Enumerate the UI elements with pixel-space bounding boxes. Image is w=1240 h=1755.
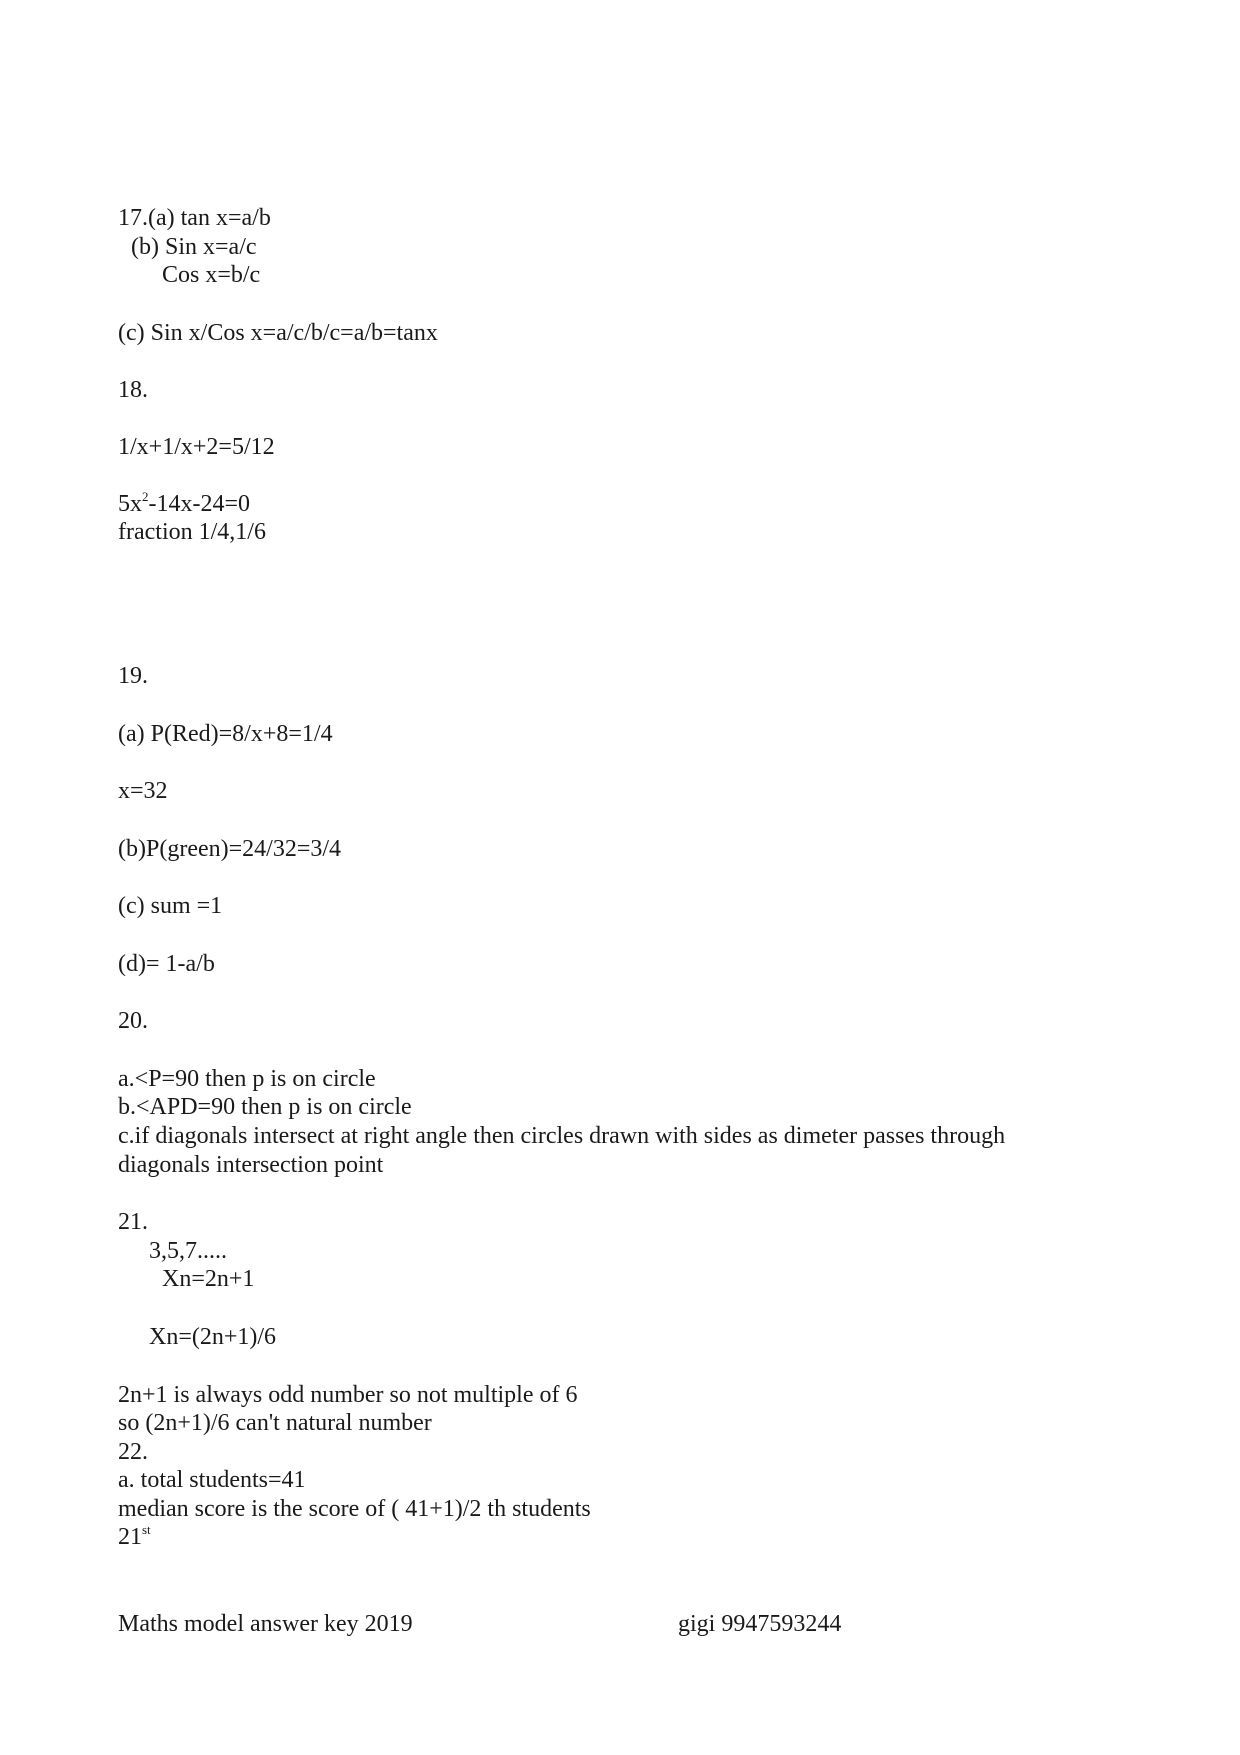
q18-fraction: fraction 1/4,1/6 [118, 519, 266, 545]
q22-rank-suffix: st [142, 1522, 151, 1537]
q18-quadratic-rest: -14x-24=0 [148, 491, 251, 517]
q17-part-a: 17.(a) tan x=a/b [118, 205, 271, 231]
q20-part-b: b.<APD=90 then p is on circle [118, 1094, 412, 1120]
footer-contact: gigi 9947593244 [678, 1611, 842, 1637]
q18-quadratic-base: 5x [118, 491, 142, 517]
q17-part-c: (c) Sin x/Cos x=a/c/b/c=a/b=tanx [118, 320, 438, 346]
q19-part-b: (b)P(green)=24/32=3/4 [118, 836, 342, 862]
q22-part-a: a. total students=41 [118, 1467, 306, 1493]
q19-part-d: (d)= 1-a/b [118, 951, 215, 977]
q21-xn-formula: Xn=2n+1 [162, 1266, 255, 1292]
q20-part-a: a.<P=90 then p is on circle [118, 1066, 376, 1092]
q18-quadratic [118, 490, 250, 519]
q18-number: 18. [118, 377, 148, 403]
q20-part-c: c.if diagonals intersect at right angle then circles drawn with sides as dimeter passes through diagonals intersection point [118, 1123, 1006, 1178]
q21-odd-statement: 2n+1 is always odd number so not multiple of 6 [118, 1382, 578, 1408]
q17-part-b: (b) Sin x=a/c [131, 234, 257, 260]
q21-natural-statement: so (2n+1)/6 can't natural number [118, 1410, 432, 1436]
q19-part-a: (a) P(Red)=8/x+8=1/4 [118, 721, 333, 747]
footer-title: Maths model answer key 2019 [118, 1611, 413, 1637]
q22-median: median score is the score of ( 41+1)/2 th students [118, 1496, 591, 1522]
q19-x-value: x=32 [118, 778, 168, 804]
q22-rank [118, 1523, 151, 1552]
q19-part-c: (c) sum =1 [118, 893, 223, 919]
q21-number: 21. [118, 1209, 148, 1235]
q22-number: 22. [118, 1439, 148, 1465]
q21-xn-divided: Xn=(2n+1)/6 [149, 1324, 277, 1350]
q18-quadratic-exponent: 2 [142, 489, 149, 504]
q20-number: 20. [118, 1008, 148, 1034]
q17-part-b-cos: Cos x=b/c [162, 262, 261, 288]
q18-equation: 1/x+1/x+2=5/12 [118, 434, 275, 460]
q21-sequence: 3,5,7..... [149, 1238, 227, 1264]
q19-number: 19. [118, 663, 148, 689]
q22-rank-number: 21 [118, 1524, 142, 1550]
